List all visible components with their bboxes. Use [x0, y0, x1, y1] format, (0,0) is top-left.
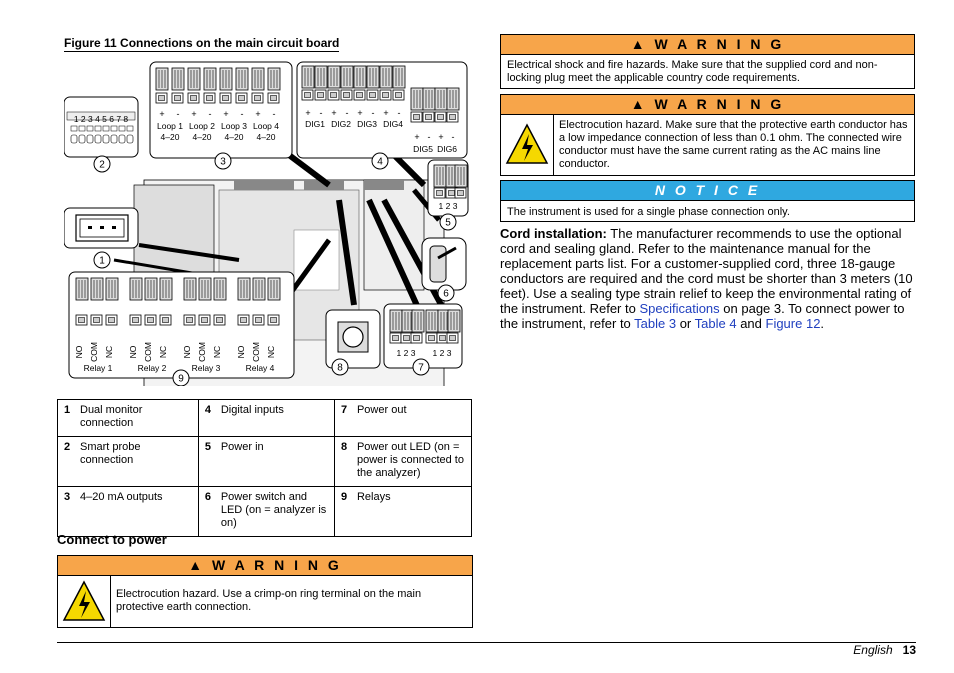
- callout-1: 1: [99, 255, 105, 267]
- dig-label: DIG3: [357, 119, 377, 129]
- legend-number: 6: [204, 491, 211, 503]
- legend-text: Power switch and LED (on = analyzer is on): [220, 491, 327, 529]
- relay-terminal-label: NO: [128, 345, 138, 359]
- relay-label: Relay 1: [83, 363, 113, 373]
- legend-text: Power out LED (on = power is connected to the analyzer): [356, 441, 464, 479]
- figure-legend-table: [57, 399, 472, 537]
- legend-cell: [58, 437, 199, 487]
- relay-terminal-label: COM: [89, 342, 99, 362]
- legend-cell: [198, 437, 334, 487]
- legend-row: [58, 437, 472, 487]
- loop-range: 4–20: [256, 132, 276, 142]
- legend-cell: [198, 487, 334, 537]
- power-in-pins: 1 2 3: [438, 201, 458, 211]
- circuit-board-figure: [64, 60, 470, 386]
- electrocution-icon: [58, 576, 110, 626]
- legend-text: Dual monitor connection: [80, 404, 143, 429]
- relay-terminal-label: NC: [266, 345, 276, 359]
- notice-text: The instrument is used for a single phase connection only.: [507, 206, 790, 218]
- dig-label: DIG1: [305, 119, 325, 129]
- page-number: 13: [902, 643, 916, 657]
- dig-label: DIG6: [437, 144, 457, 154]
- warning-header: ▲ W A R N I N G: [501, 95, 914, 115]
- dig-label: DIG5: [413, 144, 433, 154]
- legend-text: Power in: [220, 441, 264, 453]
- electrocution-icon-cell: [58, 576, 111, 627]
- loop-sign: +: [255, 109, 261, 119]
- legend-text: Smart probe connection: [80, 441, 141, 466]
- footer-rule: [57, 642, 916, 643]
- relay-terminal-label: COM: [143, 342, 153, 362]
- loop-range: 4–20: [160, 132, 180, 142]
- loop-label: Loop 3: [221, 121, 247, 131]
- dig-sign: +: [305, 108, 311, 118]
- relay-terminal-label: NO: [74, 345, 84, 359]
- electrocution-icon-cell: [501, 115, 554, 175]
- warning-text: Electrocution hazard. Make sure that the protective earth conductor has a low impedance connection of less than 0.1 ohm. The connected wire conductor must have the same current rating as the AC mains line conductor.: [559, 119, 908, 170]
- dig-sign: +: [383, 108, 389, 118]
- dig-sign: -: [345, 108, 349, 118]
- link-table-4[interactable]: Table 4: [694, 316, 737, 331]
- electrocution-icon: [501, 115, 553, 173]
- dig-sign: +: [438, 132, 444, 142]
- callout-7: 7: [418, 362, 424, 374]
- legend-number: 4: [204, 404, 211, 416]
- page-footer: [853, 643, 916, 657]
- callout-9: 9: [178, 373, 184, 385]
- legend-cell: [198, 400, 334, 437]
- smart-probe-pins: 1 2 3 4 5 6 7 8: [73, 114, 129, 124]
- warning-triangle-icon: ▲: [188, 557, 206, 573]
- legend-number: 7: [340, 404, 348, 416]
- legend-text: Power out: [356, 404, 407, 416]
- loop-sign: +: [159, 109, 165, 119]
- section-heading: Connect to power: [57, 532, 167, 547]
- callout-3: 3: [220, 156, 226, 168]
- legend-text: 4–20 mA outputs: [80, 491, 163, 503]
- loop-sign: -: [176, 109, 180, 119]
- warning-triangle-icon: ▲: [630, 36, 648, 52]
- relay-terminal-label: NC: [104, 345, 114, 359]
- dig-sign: -: [451, 132, 455, 142]
- legend-number: 8: [340, 441, 348, 453]
- dig-sign: -: [397, 108, 401, 118]
- callout-5: 5: [445, 217, 451, 229]
- notice-box: [500, 180, 915, 222]
- warning-triangle-icon: ▲: [630, 96, 648, 112]
- relay-terminal-label: NO: [236, 345, 246, 359]
- loop-sign: -: [208, 109, 212, 119]
- dig-sign: +: [331, 108, 337, 118]
- loop-range: 4–20: [224, 132, 244, 142]
- relay-terminal-label: NC: [212, 345, 222, 359]
- cord-installation-paragraph: Cord installation: The manufacturer recommends to use the optional cord and sealing gland. Refer to the maintenance manual for the replacement parts list. For a customer-supplied cord, three 18-gauge conductors are required and the cord must be shorter than 3 meters (10 feet). Use a sealing type strain relief to keep the environmental rating of the instrument. Refer to Specifications on page 3. To connect power to the instrument, refer to Table 3 or Table 4 and Figure 12.: [500, 226, 913, 331]
- warning-header: ▲ W A R N I N G: [501, 35, 914, 55]
- dig-sign: -: [371, 108, 375, 118]
- footer-language: English: [853, 643, 893, 657]
- callout-2: 2: [99, 159, 105, 171]
- cord-lead: Cord installation:: [500, 226, 607, 241]
- dig-label: DIG2: [331, 119, 351, 129]
- loop-sign: +: [223, 109, 229, 119]
- legend-row: [58, 400, 472, 437]
- relay-terminal-label: NC: [158, 345, 168, 359]
- dig-label: DIG4: [383, 119, 403, 129]
- loop-sign: +: [191, 109, 197, 119]
- warning-header: ▲ W A R N I N G: [58, 556, 472, 576]
- legend-text: Relays: [356, 491, 391, 503]
- legend-cell: [58, 400, 199, 437]
- notice-header: N O T I C E: [501, 181, 914, 201]
- legend-cell: [334, 400, 471, 437]
- legend-number: 3: [64, 491, 71, 503]
- legend-cell: [58, 487, 199, 537]
- warning-box-crimp: [57, 555, 473, 628]
- callout-4: 4: [377, 156, 383, 168]
- power-out-pins-b: 1 2 3: [432, 348, 452, 358]
- legend-number: 1: [64, 404, 71, 416]
- relay-label: Relay 3: [191, 363, 221, 373]
- warning-text: Electrical shock and fire hazards. Make sure that the supplied cord and non-locking plug meet the applicable country code requirements.: [507, 59, 878, 84]
- dig-sign: +: [414, 132, 420, 142]
- legend-number: 2: [64, 441, 71, 453]
- dig-sign: -: [319, 108, 323, 118]
- loop-range: 4–20: [192, 132, 212, 142]
- power-out-pins-a: 1 2 3: [396, 348, 416, 358]
- loop-sign: -: [272, 109, 276, 119]
- loop-label: Loop 2: [189, 121, 215, 131]
- loop-label: Loop 1: [157, 121, 183, 131]
- legend-number: 5: [204, 441, 211, 453]
- relay-terminal-label: NO: [182, 345, 192, 359]
- warning-text: Electrocution hazard. Use a crimp-on ring terminal on the main protective earth connection.: [116, 588, 422, 613]
- callout-6: 6: [443, 288, 449, 300]
- link-figure-12[interactable]: Figure 12: [765, 316, 821, 331]
- dig-sign: -: [427, 132, 431, 142]
- dig-sign: +: [357, 108, 363, 118]
- relay-label: Relay 2: [137, 363, 167, 373]
- link-table-3[interactable]: Table 3: [634, 316, 677, 331]
- relay-terminal-label: COM: [197, 342, 207, 362]
- link-specifications[interactable]: Specifications: [639, 301, 720, 316]
- callout-8: 8: [337, 362, 343, 374]
- figure-title: Figure 11 Connections on the main circuit board: [64, 36, 340, 50]
- legend-text: Digital inputs: [220, 404, 284, 416]
- warning-box-cord: [500, 34, 915, 89]
- loop-label: Loop 4: [253, 121, 279, 131]
- legend-cell: [334, 487, 471, 537]
- loop-sign: -: [240, 109, 244, 119]
- relay-terminal-label: COM: [251, 342, 261, 362]
- legend-row: [58, 487, 472, 537]
- warning-box-earth: [500, 94, 915, 176]
- legend-number: 9: [340, 491, 348, 503]
- relay-label: Relay 4: [245, 363, 275, 373]
- legend-cell: [334, 437, 471, 487]
